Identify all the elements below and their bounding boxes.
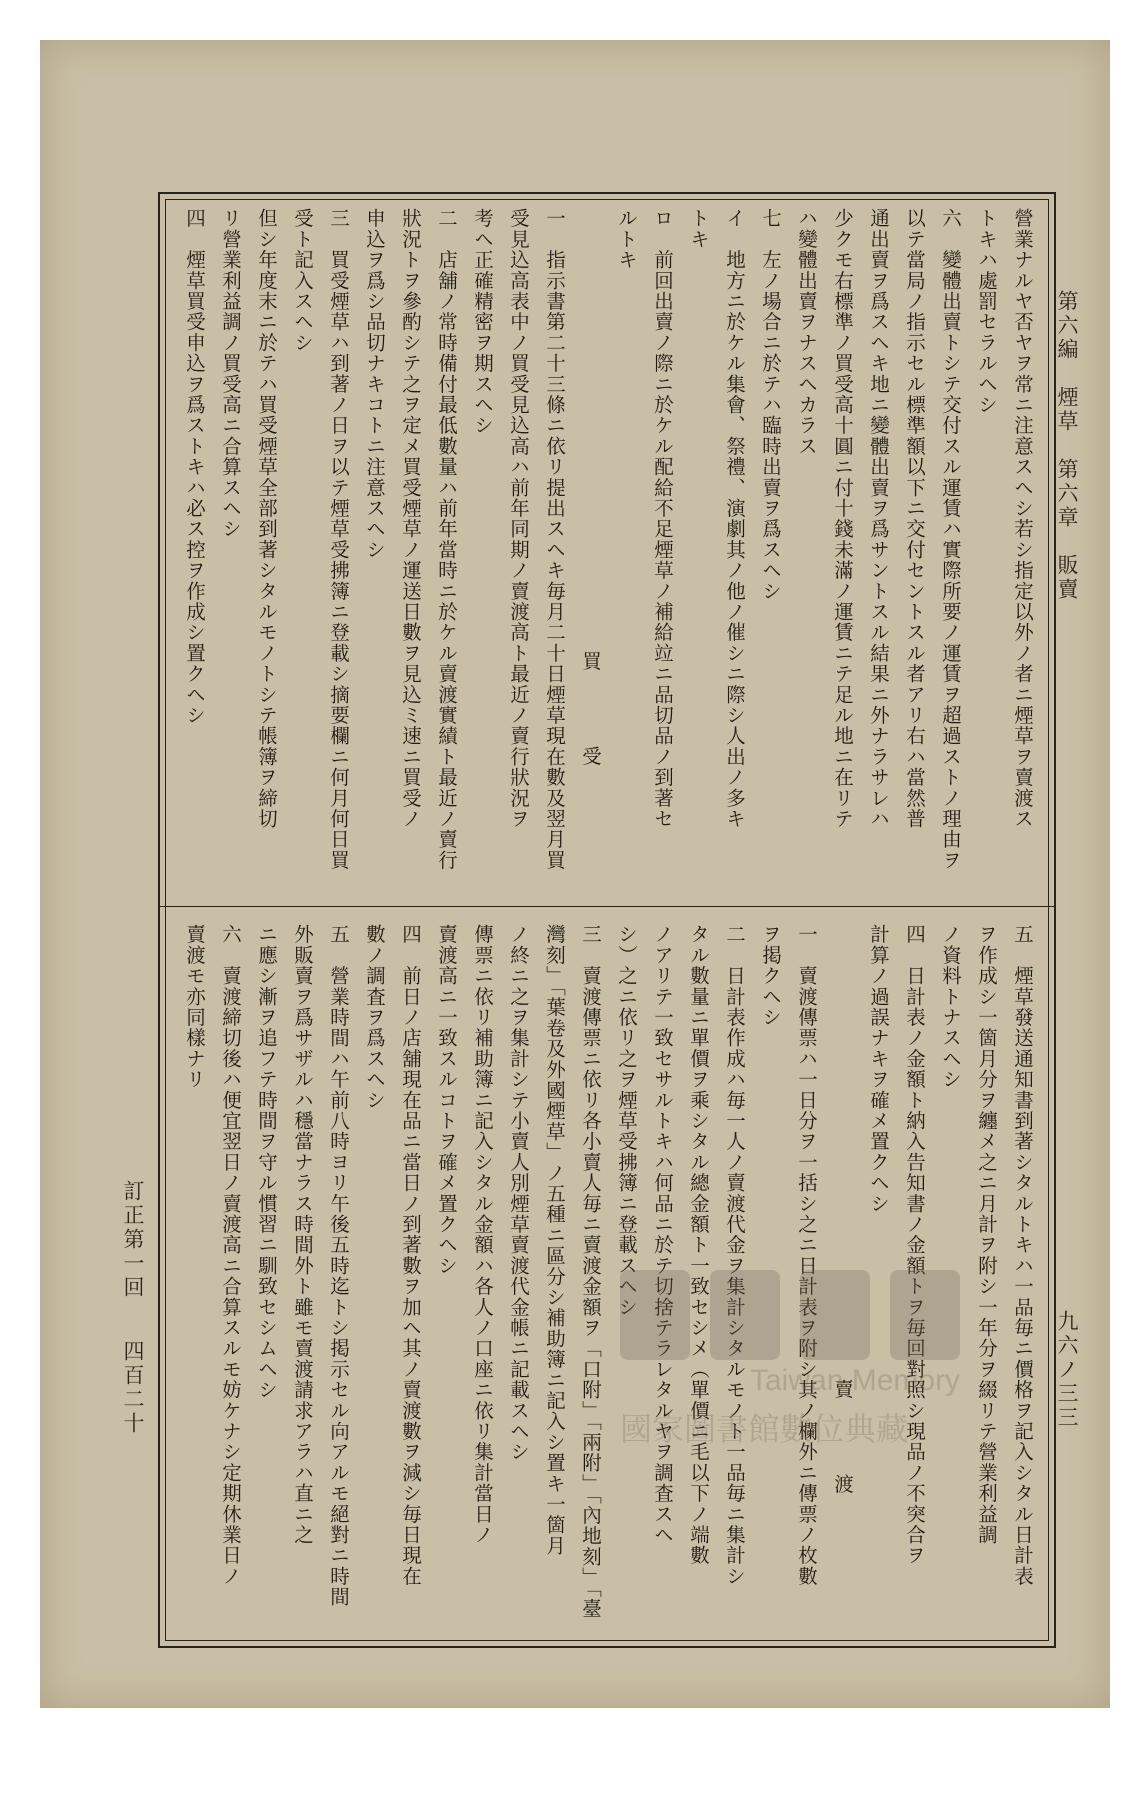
lower-text-column: ヲ作成シ一箇月分ヲ纏メ之ニ月計ヲ附シ一年分ヲ綴リテ營業利益調 [975, 924, 998, 1545]
upper-text-column: 受ト記入スヘシ [291, 208, 314, 353]
upper-text-column: 買 受 [579, 650, 602, 794]
revision-label: 訂正第一回 [121, 1180, 145, 1300]
upper-text-column: イ 地方ニ於ケル集會、祭禮、演劇其ノ他ノ催シニ際シ人出ノ多キ [723, 208, 746, 830]
watermark-name: 國家圖書館數位典藏 [620, 1410, 909, 1448]
page-footer [118, 1180, 148, 1436]
lower-text-column: 數ノ調査ヲ爲スヘシ [363, 924, 386, 1111]
lower-text-column: 賣渡モ亦同樣ナリ [183, 924, 206, 1090]
running-head-title: 第六編 煙草 第六章 販賣 [1055, 290, 1079, 602]
lower-section [174, 924, 1040, 1636]
lower-text-column: 三 賣渡傳票ニ依リ各小賣人毎ニ賣渡金額ヲ「口附」「兩附」「內地刻」「臺 [579, 924, 602, 1620]
text-frame [158, 192, 1056, 1648]
page-number-bottom: 四百二十 [121, 1340, 145, 1436]
lower-text-column: タル數量ニ單價ヲ乘シタル總金額ト一致セシメ（單價ニ毛以下ノ端數 [687, 924, 710, 1566]
upper-text-column: 少クモ右標準ノ買受高十圓ニ付十錢未滿ノ運賃ニテ足ル地ニ在リテ [831, 208, 854, 829]
upper-text-column: 二 店舖ノ常時備付最低數量ハ前年當時ニ於ケル賣渡實績ト最近ノ賣行 [435, 208, 458, 871]
lower-text-column: 五 營業時間ハ午前八時ヨリ午後五時迄トシ掲示セル向アルモ絕對ニ時間 [327, 924, 350, 1608]
upper-text-column: 營業ナルヤ否ヤヲ常ニ注意スヘシ若シ指定以外ノ者ニ煙草ヲ賣渡ス [1011, 208, 1034, 829]
upper-text-column: 六 變體出賣トシテ交付スル運賃ハ實際所要ノ運賃ヲ超過ストノ理由ヲ [939, 208, 962, 871]
upper-section [174, 208, 1040, 896]
page-number-top: 九六ノ三三 [1055, 1310, 1079, 1430]
upper-text-column: 考ヘ正確精密ヲ期スヘシ [471, 208, 494, 436]
section-divider [160, 906, 1054, 907]
upper-text-column: 但シ年度末ニ於テハ買受煙草全部到著シタルモノトシテ帳簿ヲ締切 [255, 208, 278, 829]
document-page [40, 40, 1110, 1708]
upper-text-column: トキハ處罰セラルヘシ [975, 208, 998, 415]
upper-text-column: 受見込高表中ノ買受見込高ハ前年同期ノ賣渡高ト最近ノ賣行狀況ヲ [507, 208, 530, 829]
upper-text-column: 三 買受煙草ハ到著ノ日ヲ以テ煙草受拂簿ニ登載シ摘要欄ニ何月何日買 [327, 208, 350, 871]
lower-text-column: ニ應シ漸ヲ追フテ時間ヲ守ル慣習ニ馴致セシムヘシ [255, 924, 278, 1401]
lower-text-column: ノアリテ一致セサルトキハ何品ニ於テ切捨テラレタルヤヲ調査スヘ [651, 924, 674, 1545]
upper-text-column: ルトキ [615, 208, 638, 271]
lower-text-column: 灣刻」「葉卷及外國煙草」ノ五種ニ區分シ補助簿ニ記入シ置キ一箇月 [543, 924, 566, 1556]
lower-text-column: 賣 渡 [831, 1378, 854, 1522]
lower-text-column: 賣渡高ニ一致スルコトヲ確メ置クヘシ [435, 924, 458, 1276]
lower-text-column: ヲ掲クヘシ [759, 924, 782, 1028]
lower-text-column: 二 日計表作成ハ毎一人ノ賣渡代金ヲ集計シタルモノト一品毎ニ集計シ [723, 924, 746, 1587]
lower-text-column: ノ資料トナスヘシ [939, 924, 962, 1090]
upper-text-column: ロ 前回出賣ノ際ニ於ケル配給不足煙草ノ補給竝ニ品切品ノ到著セ [651, 208, 674, 829]
lower-text-column: 五 煙草發送通知書到著シタルトキハ一品毎ニ價格ヲ記入シタル日計表 [1011, 924, 1034, 1587]
lower-text-column: シ）之ニ依リ之ヲ煙草受拂簿ニ登載スヘシ [615, 924, 638, 1318]
lower-text-column: 六 賣渡締切後ハ便宜翌日ノ賣渡高ニ合算スルモ妨ケナシ定期休業日ノ [219, 924, 242, 1587]
upper-text-column: 七 左ノ場合ニ於テハ臨時出賣ヲ爲スヘシ [759, 208, 782, 602]
upper-text-column: トキ [687, 208, 710, 250]
upper-text-column: リ營業利益調ノ買受高ニ合算スヘシ [219, 208, 242, 540]
lower-text-column: 一 賣渡傳票ハ一日分ヲ一括シ之ニ日計表ヲ附シ其ノ欄外ニ傳票ノ枚數 [795, 924, 818, 1587]
upper-text-column: ハ變體出賣ヲナスヘカラス [795, 208, 818, 457]
upper-text-column: 狀況トヲ參酌シテ之ヲ定メ買受煙草ノ運送日數ヲ見込ミ速ニ買受ノ [399, 208, 422, 829]
upper-text-column: 以テ當局ノ指示セル標準額以下ニ交付セントスル者アリ右ハ當然普 [903, 208, 926, 829]
watermark-brand: Taiwan Memory [750, 1364, 961, 1397]
upper-text-column: 申込ヲ爲シ品切ナキコトニ注意スヘシ [363, 208, 386, 560]
upper-text-column: 四 煙草買受申込ヲ爲ストキハ必ス控ヲ作成シ置クヘシ [183, 208, 206, 726]
lower-text-column: 四 日計表ノ金額ト納入告知書ノ金額トヲ毎回對照シ現品ノ不突合ヲ [903, 924, 926, 1566]
lower-text-column: 計算ノ過誤ナキヲ確メ置クヘシ [867, 924, 890, 1214]
lower-text-column: 外販賣ヲ爲サザルハ穩當ナラス時間外ト雖モ賣渡請求アラハ直ニ之 [291, 924, 314, 1545]
running-head [1052, 290, 1082, 602]
upper-text-column: 通出賣ヲ爲スヘキ地ニ變體出賣ヲ爲サントスル結果ニ外ナラサレハ [867, 208, 890, 829]
lower-text-column: ノ終ニ之ヲ集計シテ小賣人別煙草賣渡代金帳ニ記載スヘシ [507, 924, 530, 1463]
lower-text-column: 傳票ニ依リ補助簿ニ記入シタル金額ハ各人ノ口座ニ依リ集計當日ノ [471, 924, 494, 1545]
lower-text-column: 四 前日ノ店舖現在品ニ當日ノ到著數ヲ加ヘ其ノ賣渡數ヲ減シ毎日現在 [399, 924, 422, 1587]
upper-text-column: 一 指示書第二十三條ニ依リ提出スヘキ毎月二十日煙草現在數及翌月買 [543, 208, 566, 871]
